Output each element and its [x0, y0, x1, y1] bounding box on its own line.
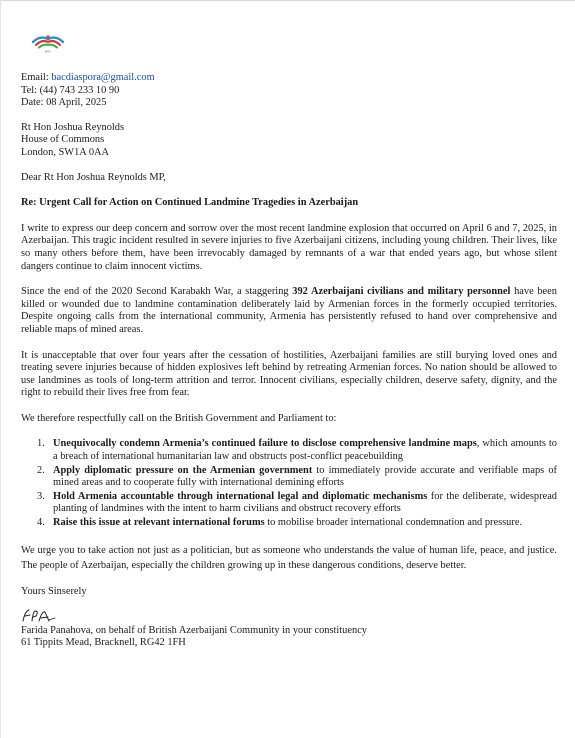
paragraph-call-to-action: We therefore respectfully call on the British Government and Parliament to: — [21, 412, 337, 424]
sign-off: Yours Sinserely — [21, 586, 87, 598]
page-border-top — [0, 0, 575, 1]
paragraph-incident: I write to express our deep concern and sorrow over the most recent landmine explosion that occurred on April 6 and 7, 2025, in Azerbaijan. This tragic incident resulted in severe injuries to five Azerbaijani citizens, including young children. Their lives, like so many others before them, have been irrevocably damaged by remnants of a war that ended years ago, but whose silent dangers continue to claim innocent victims. — [21, 222, 557, 272]
date-line: Date: 08 April, 2025 — [21, 97, 107, 109]
demands-list — [21, 438, 557, 529]
recipient-address: London, SW1A 0AA — [21, 146, 110, 158]
list-item: 2. Apply diplomatic pressure on the Armenian government to immediately provide accurate and verifiable maps of mined areas and to cooperate fully with international demining efforts — [37, 464, 557, 489]
paragraph-statistics: Since the end of the 2020 Second Karabakh War, a staggering 392 Azerbaijani civilians and military personnel have been killed or wounded due to landmine contamination deliberately laid by Armenian forces in the formerly occupied territories. Despite ongoing calls from the international community, Armenia has persistently refused to hand over comprehensive and reliable maps of mined areas. — [21, 286, 557, 335]
handwritten-signature-icon — [21, 607, 557, 625]
page-border-left — [0, 0, 1, 738]
organization-logo-icon — [30, 33, 66, 53]
letter-body — [21, 72, 557, 650]
email-label: Email: — [21, 72, 52, 83]
list-item: 4. Raise this issue at relevant international forums to mobilise broader international condemnation and pressure. — [37, 517, 523, 529]
casualty-count-highlight: 392 Azerbaijani civilians and military personnel — [292, 286, 511, 298]
email-line — [21, 72, 557, 85]
list-item: 1. Unequivocally condemn Armenia’s continued failure to disclose comprehensive landmine maps, which amounts to a breach of international humanitarian law and obstructs post-conflict peacebuilding — [37, 438, 557, 463]
recipient-organization: House of Commons — [21, 134, 105, 146]
closing-paragraph: We urge you to take action not just as a politician, but as someone who understands the value of human life, peace, and justice. The people of Azerbaijan, especially the children growing up in these dangerous conditions, deserve better. — [21, 544, 557, 572]
sender-address-line: 61 Tippits Mead, Bracknell, RG42 1FH — [21, 637, 186, 649]
email-link[interactable]: bacdiaspora@gmail.com — [51, 72, 155, 83]
sender-name-line: Farida Panahova, on behalf of British Azerbaijani Community in your constituency — [21, 624, 367, 636]
svg-text:BAC: BAC — [44, 49, 52, 53]
subject-line: Re: Urgent Call for Action on Continued Landmine Tragedies in Azerbaijan — [21, 197, 359, 209]
telephone-line: Tel: (44) 743 233 10 90 — [21, 84, 120, 96]
list-item: 3. Hold Armenia accountable through international legal and diplomatic mechanisms for the deliberate, widespread planting of landmines with the intent to harm civilians and obstruct recovery efforts — [37, 490, 558, 515]
recipient-name: Rt Hon Joshua Reynolds — [21, 121, 125, 133]
salutation: Dear Rt Hon Joshua Reynolds MP, — [21, 171, 166, 183]
paragraph-unacceptable: It is unacceptable that over four years after the cessation of hostilities, Azerbaijani families are still burying loved ones and treating severe injuries because of hidden explosives left behind by retreating Armenian forces. No nation should be allowed to use landmines as tools of long-term attrition and terror. Innocent civilians, especially children, deserve safety, dignity, and the right to rebuild their lives free from fear. — [21, 349, 557, 399]
